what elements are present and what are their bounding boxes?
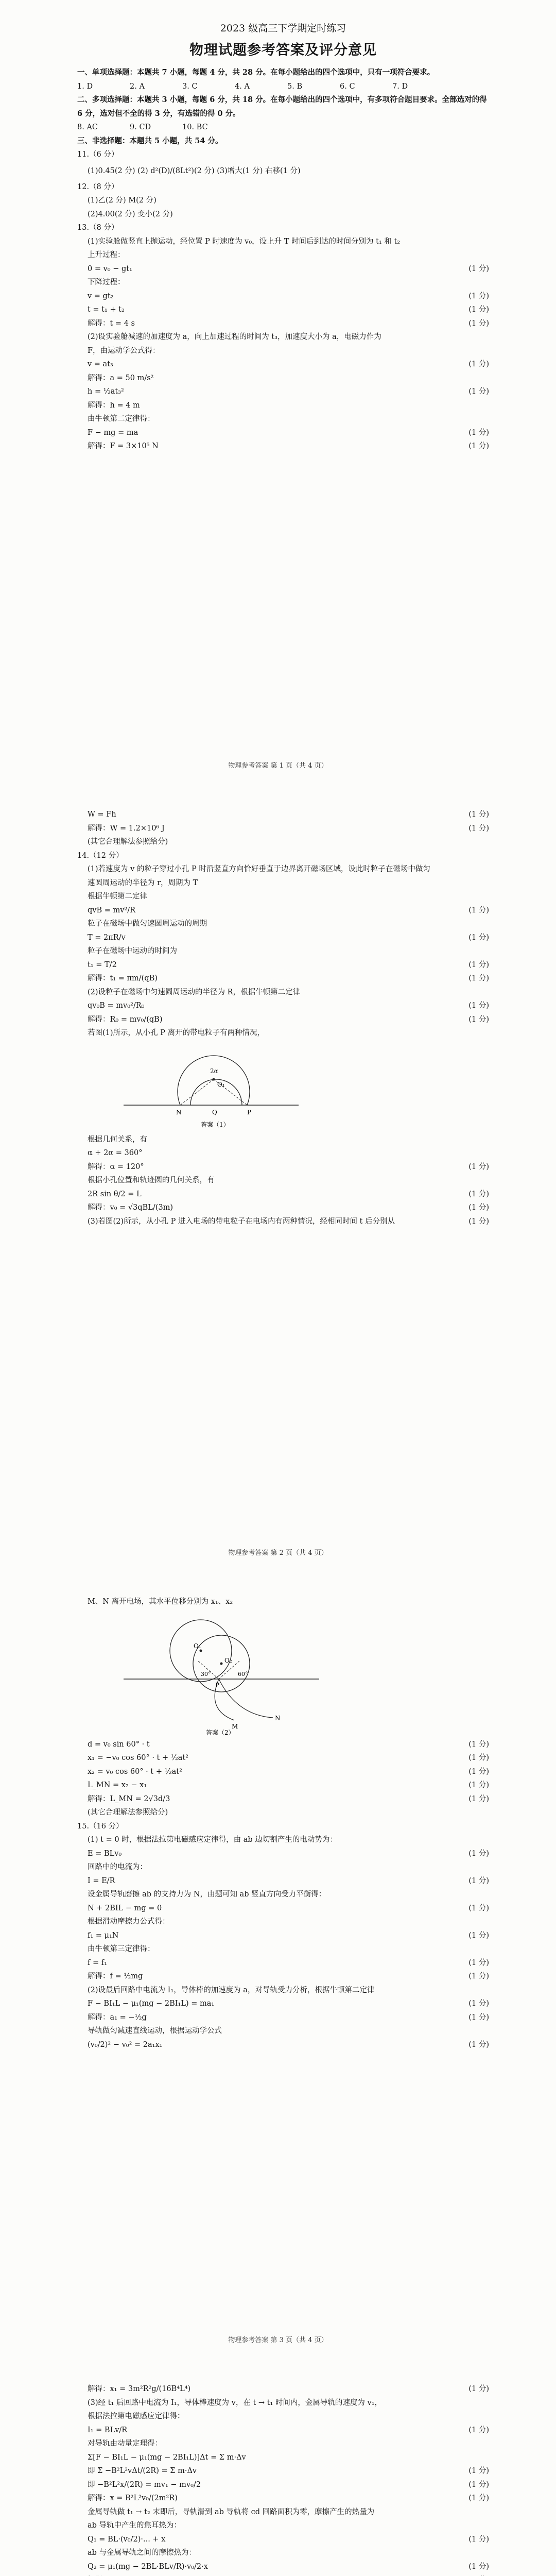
score-mark: (1 分) xyxy=(468,264,489,273)
solution-line xyxy=(77,2437,489,2451)
radius-line-1 xyxy=(180,1079,214,1105)
solution-text: I₁ = BLv/R xyxy=(88,2426,128,2434)
solution-line xyxy=(77,1942,489,1956)
solution-text: h = ½at₃² xyxy=(88,387,124,396)
solution-text: 由牛顿第二定律得： xyxy=(88,415,155,423)
answer-3: 3. C xyxy=(182,82,198,91)
solution-text: qv₀B = mv₀²/R₀ xyxy=(88,1002,145,1010)
solution-line xyxy=(77,1188,489,1201)
solution-text: N + 2BIL − mg = 0 xyxy=(88,1904,162,1912)
label-angle: 2α xyxy=(210,1067,218,1075)
answer-10: 10. BC xyxy=(182,123,208,131)
solution-text: (2)设实验舱减速的加速度为 a，向上加速过程的时间为 t₃，加速度大小为 a，电磁力作为 xyxy=(88,333,381,341)
solution-text: 解得：f = ½mg xyxy=(88,1972,143,1980)
score-mark: (1 分) xyxy=(468,1204,489,1212)
score-mark: (1 分) xyxy=(468,906,489,914)
solution-line xyxy=(77,958,489,972)
solution-text: 粒子在磁场中运动的时间为 xyxy=(88,947,177,955)
solution-line xyxy=(77,1888,489,1902)
solution-line xyxy=(77,317,489,331)
solution-text: 解得：a₁ = −½g xyxy=(88,2013,147,2022)
q14-solution-continued xyxy=(77,1595,489,1609)
q14-title: 14.（12 分） xyxy=(77,851,124,860)
solution-line xyxy=(77,1133,489,1147)
label-m: M xyxy=(232,1722,238,1730)
figure-1-caption: 答案（1） xyxy=(201,1121,230,1128)
q11-title: 11.（6 分） xyxy=(77,150,119,159)
solution-text: 根据牛顿第二定律 xyxy=(88,892,147,901)
q14-solution-part-b xyxy=(77,1133,489,1229)
solution-line xyxy=(77,1146,489,1160)
score-mark: (1 分) xyxy=(468,1190,489,1198)
solution-text: ab 与金属导轨之间的摩擦热为： xyxy=(88,2549,197,2557)
solution-text: (其它合理解法参照给分) xyxy=(88,1808,168,1817)
score-mark: (1 分) xyxy=(468,1754,489,1762)
solution-line xyxy=(77,385,489,399)
solution-line xyxy=(77,2038,489,2052)
solution-line xyxy=(77,2533,489,2547)
solution-line xyxy=(77,426,489,440)
solution-line xyxy=(77,808,489,822)
page-1-content xyxy=(77,19,489,453)
solution-line xyxy=(77,371,489,385)
score-mark: (1 分) xyxy=(468,1767,489,1776)
solution-line xyxy=(77,972,489,986)
solution-line xyxy=(77,1833,489,1847)
solution-text: (v₀/2)² − v₀² = 2a₁x₁ xyxy=(88,2040,163,2049)
solution-line xyxy=(77,1778,489,1792)
solution-line xyxy=(77,2546,489,2560)
trajectory-arc-2 xyxy=(190,1079,242,1105)
section-3-title: 三、非选择题：本题共 5 小题，共 54 分。 xyxy=(77,136,223,145)
solution-text: 解得：W = 1.2×10⁶ J xyxy=(88,824,165,833)
solution-line xyxy=(77,2464,489,2478)
solution-line xyxy=(77,1215,489,1229)
solution-line xyxy=(77,235,489,249)
solution-line xyxy=(77,835,489,849)
solution-text: 速圆周运动的半径为 r，周期为 T xyxy=(88,878,198,887)
label-p: P xyxy=(247,1108,252,1116)
solution-text: F，由运动学公式得： xyxy=(88,346,160,355)
solution-text: 解得：R₀ = mv₀/(qB) xyxy=(88,1015,163,1024)
solution-text xyxy=(88,2573,154,2576)
section-2-answers xyxy=(77,121,489,134)
solution-text: 2R sin θ/2 = L xyxy=(88,1190,142,1198)
score-mark: (1 分) xyxy=(468,1904,489,1912)
solution-text: Q₂ = μ₁(mg − 2BL·BLv/R)·v₀/2·x xyxy=(88,2562,208,2571)
solution-text: 即 Σ −B²L²vΔt/(2R) = Σ m·Δv xyxy=(88,2467,197,2475)
page-1-footer: 物理参考答案 第 1 页（共 4 页） xyxy=(228,762,328,770)
score-mark: (1 分) xyxy=(468,960,489,969)
solution-text: F − mg = ma xyxy=(88,428,138,437)
page-3-content xyxy=(77,1595,489,2052)
figure-2-caption: 答案（2） xyxy=(206,1728,235,1736)
solution-text: L_MN = x₂ − x₁ xyxy=(88,1781,147,1789)
solution-line xyxy=(77,1765,489,1779)
solution-text: 解得：v₀ = √3qBL/(3m) xyxy=(88,1204,173,1212)
solution-text: 解得：α = 120° xyxy=(88,1162,144,1171)
solution-text: 解得：F = 3×10⁵ N xyxy=(88,442,159,450)
solution-line xyxy=(77,399,489,413)
answer-1: 1. D xyxy=(77,82,93,91)
solution-text: 上升过程： xyxy=(88,251,125,259)
solution-line xyxy=(77,2410,489,2424)
solution-text: 下降过程： xyxy=(88,278,125,286)
answer-9: 9. CD xyxy=(130,123,151,131)
solution-line xyxy=(77,1595,489,1609)
solution-line xyxy=(77,876,489,890)
solution-line xyxy=(77,1956,489,1970)
label-center: O₁ xyxy=(217,1080,225,1088)
q11-answer: (1)0.45(2 分) (2) d²(D)/(8Lt²)(2 分) (3)增大(1 分) 右移(1 分) xyxy=(88,166,301,175)
solution-text: v = gt₂ xyxy=(88,292,114,300)
solution-text: v = at₃ xyxy=(88,360,113,368)
score-mark: (1 分) xyxy=(468,1931,489,1940)
q15-title: 15.（16 分） xyxy=(77,1822,124,1831)
solution-line xyxy=(77,2519,489,2533)
label-o2: O₂ xyxy=(224,1656,232,1664)
solution-text: I = E/R xyxy=(88,1876,115,1885)
solution-line xyxy=(77,2396,489,2410)
solution-line xyxy=(77,1806,489,1820)
solution-text: 根据法拉第电磁感应定律得： xyxy=(88,2412,185,2420)
score-mark: (1 分) xyxy=(468,2426,489,2434)
score-mark: (1 分) xyxy=(468,1740,489,1749)
solution-text: x₁ = −v₀ cos 60° · t + ½at² xyxy=(88,1754,189,1762)
score-mark: (1 分) xyxy=(468,1162,489,1171)
solution-line xyxy=(77,1929,489,1943)
solution-text: 由牛顿第三定律得： xyxy=(88,1945,155,1953)
solution-line xyxy=(77,262,489,276)
solution-line xyxy=(77,1201,489,1215)
solution-line xyxy=(77,303,489,317)
solution-text: 粒子在磁场中做匀速圆周运动的周期 xyxy=(88,920,207,928)
solution-line xyxy=(77,917,489,931)
score-mark: (1 分) xyxy=(468,1015,489,1024)
solution-line xyxy=(77,1160,489,1174)
label-p: P xyxy=(215,1681,220,1689)
solution-line xyxy=(77,1026,489,1040)
section-1-title: 一、单项选择题：本题共 7 小题，每题 4 分，共 28 分。在每小题给出的四个选项中，只有一项符合要求。 xyxy=(77,68,435,77)
solution-line xyxy=(77,1792,489,1806)
score-mark: (1 分) xyxy=(468,442,489,450)
solution-text: M、N 离开电场，其水平位移分别为 x₁、x₂ xyxy=(88,1598,233,1606)
solution-text: qvB = mv²/R xyxy=(88,906,136,914)
solution-line xyxy=(77,358,489,371)
page-1 xyxy=(0,0,556,787)
score-mark: (1 分) xyxy=(468,2494,489,2502)
score-mark: (1 分) xyxy=(468,306,489,314)
solution-line xyxy=(77,330,489,344)
exam-title: 2023 级高三下学期定时练习 xyxy=(220,23,346,34)
solution-text: (1)若速度为 v 的粒子穿过小孔 P 时沿竖直方向恰好垂直于边界离开磁场区域，设此时粒子在磁场中做匀 xyxy=(88,865,430,873)
score-mark: (1 分) xyxy=(468,2385,489,2393)
solution-line xyxy=(77,904,489,918)
solution-text: T = 2πR/v xyxy=(88,933,126,942)
score-mark: (1 分) xyxy=(468,387,489,396)
score-mark: (1 分) xyxy=(468,319,489,328)
solution-text: d = v₀ sin 60° · t xyxy=(88,1740,150,1749)
solution-text: Σ[F − BI₁L − μ₁(mg − 2BI₁L)]Δt = Σ m·Δv xyxy=(88,2453,246,2462)
solution-text: (2)设最后回路中电流为 I₁，导体棒的加速度为 a，对导轨受力分析，根据牛顿第二定律 xyxy=(88,1986,375,1994)
label-n: N xyxy=(275,1714,281,1722)
solution-text: Q₁ = BL·(v₀/2)·... + x xyxy=(88,2535,166,2544)
solution-line xyxy=(77,2424,489,2437)
q12-answer-a: (1)乙(2 分) M(2 分) xyxy=(88,196,157,205)
solution-text: 对导轨由动量定理得： xyxy=(88,2439,162,2448)
solution-line xyxy=(77,890,489,904)
section-1-answers xyxy=(77,80,489,94)
label-n: N xyxy=(176,1108,182,1116)
score-mark: (1 分) xyxy=(468,824,489,833)
q12-title: 12.（8 分） xyxy=(77,182,119,191)
q14-solution xyxy=(77,862,489,1040)
solution-text: 根据滑动摩擦力公式得： xyxy=(88,1918,170,1926)
document-title: 物理试题参考答案及评分意见 xyxy=(189,42,377,58)
answer-5: 5. B xyxy=(287,82,303,91)
page-4 xyxy=(0,2362,556,2576)
solution-text: 解得：t = 4 s xyxy=(88,319,135,328)
section-2-title: 二、多项选择题：本题共 3 小题，每题 6 分，共 18 分。在每小题给出的四个选项中，有多项符合题目要求。全部选对的得 6 分，选对但不全的得 3 分，有选错的得 0 分。 xyxy=(77,95,487,118)
score-mark: (1 分) xyxy=(468,1849,489,1858)
solution-text: F − BI₁L − μ₁(mg − 2BI₁L) = ma₁ xyxy=(88,1999,215,2008)
q12-answer-b: (2)4.00(2 分) 变小(2 分) xyxy=(88,210,173,218)
solution-text: 解得：x = B²L²v₀/(2m²R) xyxy=(88,2494,178,2502)
solution-text: 即 −B²L²x/(2R) = mv₁ − mv₀/2 xyxy=(88,2480,201,2489)
solution-line xyxy=(77,2573,489,2576)
solution-line xyxy=(77,1013,489,1027)
solution-text: 解得：L_MN = 2√3d/3 xyxy=(88,1794,170,1803)
solution-line xyxy=(77,276,489,290)
score-mark: (1 分) xyxy=(468,2480,489,2489)
solution-line xyxy=(77,2011,489,2025)
q15-solution-continued xyxy=(77,2382,489,2576)
score-mark: (1 分) xyxy=(468,2040,489,2049)
solution-text: 回路中的电流为： xyxy=(88,1863,147,1871)
solution-line xyxy=(77,1915,489,1929)
q13-solution xyxy=(77,235,489,453)
solution-text: x₂ = v₀ cos 60° · t + ½at² xyxy=(88,1767,182,1776)
solution-line xyxy=(77,290,489,303)
solution-text: 金属导轨做 t₁ → t₂ 末即后，导轨滑到 ab 导轨将 cd 回路面积为零，摩擦产生的热量为 xyxy=(88,2507,375,2516)
page-4-content xyxy=(77,2382,489,2576)
solution-line xyxy=(77,822,489,836)
solution-line xyxy=(77,439,489,453)
solution-text: t₁ = T/2 xyxy=(88,960,117,969)
solution-text: t = t₁ + t₂ xyxy=(88,306,125,314)
score-mark: (1 分) xyxy=(468,1876,489,1885)
solution-line xyxy=(77,944,489,958)
score-mark: (1 分) xyxy=(468,974,489,982)
solution-line xyxy=(77,248,489,262)
answer-4: 4. A xyxy=(235,82,250,91)
score-mark: (1 分) xyxy=(468,1794,489,1803)
solution-line xyxy=(77,1847,489,1861)
answer-2: 2. A xyxy=(130,82,145,91)
solution-line xyxy=(77,1984,489,1997)
q14-solution-part-c xyxy=(77,1738,489,1820)
solution-text: 若图(1)所示，从小孔 P 离开的带电粒子有两种情况， xyxy=(88,1029,265,1037)
page-3-footer: 物理参考答案 第 3 页（共 4 页） xyxy=(228,2336,328,2344)
solution-line xyxy=(77,999,489,1013)
score-mark: (1 分) xyxy=(468,1958,489,1967)
solution-text: α + 2α = 360° xyxy=(88,1149,143,1157)
solution-line xyxy=(77,2024,489,2038)
solution-line xyxy=(77,2451,489,2465)
center-point xyxy=(213,1078,215,1080)
center-2 xyxy=(220,1662,223,1665)
solution-text: 解得：x₁ = 3m²R²g/(16B⁴L⁴) xyxy=(88,2385,191,2393)
score-mark xyxy=(468,2573,489,2576)
page-2-content xyxy=(77,808,489,1228)
solution-line xyxy=(77,1902,489,1916)
solution-line xyxy=(77,862,489,876)
solution-line xyxy=(77,1860,489,1874)
solution-text: f₁ = μ₁N xyxy=(88,1931,119,1940)
solution-text: (其它合理解法参照给分) xyxy=(88,838,168,846)
solution-line xyxy=(77,2382,489,2396)
score-mark: (1 分) xyxy=(468,2535,489,2544)
solution-text: 解得：h = 4 m xyxy=(88,401,140,410)
score-mark: (1 分) xyxy=(468,292,489,300)
solution-text: 解得：a = 50 m/s² xyxy=(88,374,154,382)
solution-text: (2)设粒子在磁场中匀速圆周运动的半径为 R，根据牛顿第二定律 xyxy=(88,988,301,996)
solution-line xyxy=(77,2505,489,2519)
solution-text: f = f₁ xyxy=(88,1958,107,1967)
figure-2-diagram xyxy=(118,1612,324,1736)
score-mark: (1 分) xyxy=(468,1999,489,2008)
solution-text: (3)若图(2)所示，从小孔 P 进入电场的带电粒子在电场内有两种情况，经相同时间 t 后分别从 xyxy=(88,1217,395,1226)
solution-text: 解得：t₁ = πm/(qB) xyxy=(88,974,158,982)
score-mark: (1 分) xyxy=(468,933,489,942)
score-mark: (1 分) xyxy=(468,1781,489,1789)
q13-title: 13.（8 分） xyxy=(77,224,119,232)
solution-text: (3)经 t₁ 后回路中电流为 I₁，导体棒速度为 v，在 t → t₁ 时间内，金属导轨的速度为 v₁， xyxy=(88,2398,383,2407)
score-mark: (1 分) xyxy=(468,1972,489,1980)
solution-text: (1) t = 0 时，根据法拉第电磁感应定律得，由 ab 边切割产生的电动势为： xyxy=(88,1836,337,1844)
page-2 xyxy=(0,787,556,1574)
score-mark: (1 分) xyxy=(468,810,489,819)
solution-line xyxy=(77,2478,489,2492)
solution-text: (1)实验舱做竖直上抛运动，经位置 P 时速度为 v₀，设上升 T 时间后到达的时间分别为 t₁ 和 t₂ xyxy=(88,237,401,246)
page-3 xyxy=(0,1574,556,2362)
solution-line xyxy=(77,412,489,426)
electric-path-1 xyxy=(219,1679,273,1718)
solution-line xyxy=(77,2560,489,2574)
solution-line xyxy=(77,2492,489,2505)
solution-text: 导轨做匀减速直线运动，根据运动学公式 xyxy=(88,2027,222,2035)
score-mark: (1 分) xyxy=(468,360,489,368)
solution-line xyxy=(77,344,489,358)
score-mark: (1 分) xyxy=(468,1002,489,1010)
solution-line xyxy=(77,1174,489,1188)
score-mark: (1 分) xyxy=(468,1217,489,1226)
solution-text: 根据几何关系，有 xyxy=(88,1135,147,1144)
solution-line xyxy=(77,1970,489,1984)
solution-text: E = BLv₀ xyxy=(88,1849,122,1858)
score-mark: (1 分) xyxy=(468,428,489,437)
center-1 xyxy=(200,1649,202,1652)
label-angle-60: 60° xyxy=(238,1670,248,1677)
solution-line xyxy=(77,1738,489,1752)
answer-8: 8. AC xyxy=(77,123,98,131)
solution-line xyxy=(77,986,489,999)
label-angle-30: 30° xyxy=(201,1670,211,1677)
solution-text: 0 = v₀ − gt₁ xyxy=(88,264,132,273)
solution-line xyxy=(77,1751,489,1765)
figure-1-diagram xyxy=(118,1043,304,1131)
page-2-footer: 物理参考答案 第 2 页（共 4 页） xyxy=(228,1549,328,1557)
score-mark: (1 分) xyxy=(468,2013,489,2022)
solution-text: 根据小孔位置和轨迹圆的几何关系，有 xyxy=(88,1176,215,1184)
solution-text: W = Fh xyxy=(88,810,116,819)
q15-solution xyxy=(77,1833,489,2052)
label-o1: O₁ xyxy=(194,1642,201,1650)
q13-solution-continued xyxy=(77,808,489,849)
solution-text: ab 导轨中产生的焦耳热为： xyxy=(88,2521,182,2530)
answer-6: 6. C xyxy=(340,82,355,91)
solution-line xyxy=(77,931,489,945)
solution-text: 设金属导轨磨擦 ab 的支持力为 N，由题可知 ab 竖直方向受力平衡得： xyxy=(88,1890,326,1899)
answer-7: 7. D xyxy=(392,82,408,91)
score-mark: (1 分) xyxy=(468,2562,489,2571)
score-mark: (1 分) xyxy=(468,2467,489,2475)
label-q: Q xyxy=(212,1108,217,1116)
solution-line xyxy=(77,1874,489,1888)
solution-line xyxy=(77,1997,489,2011)
